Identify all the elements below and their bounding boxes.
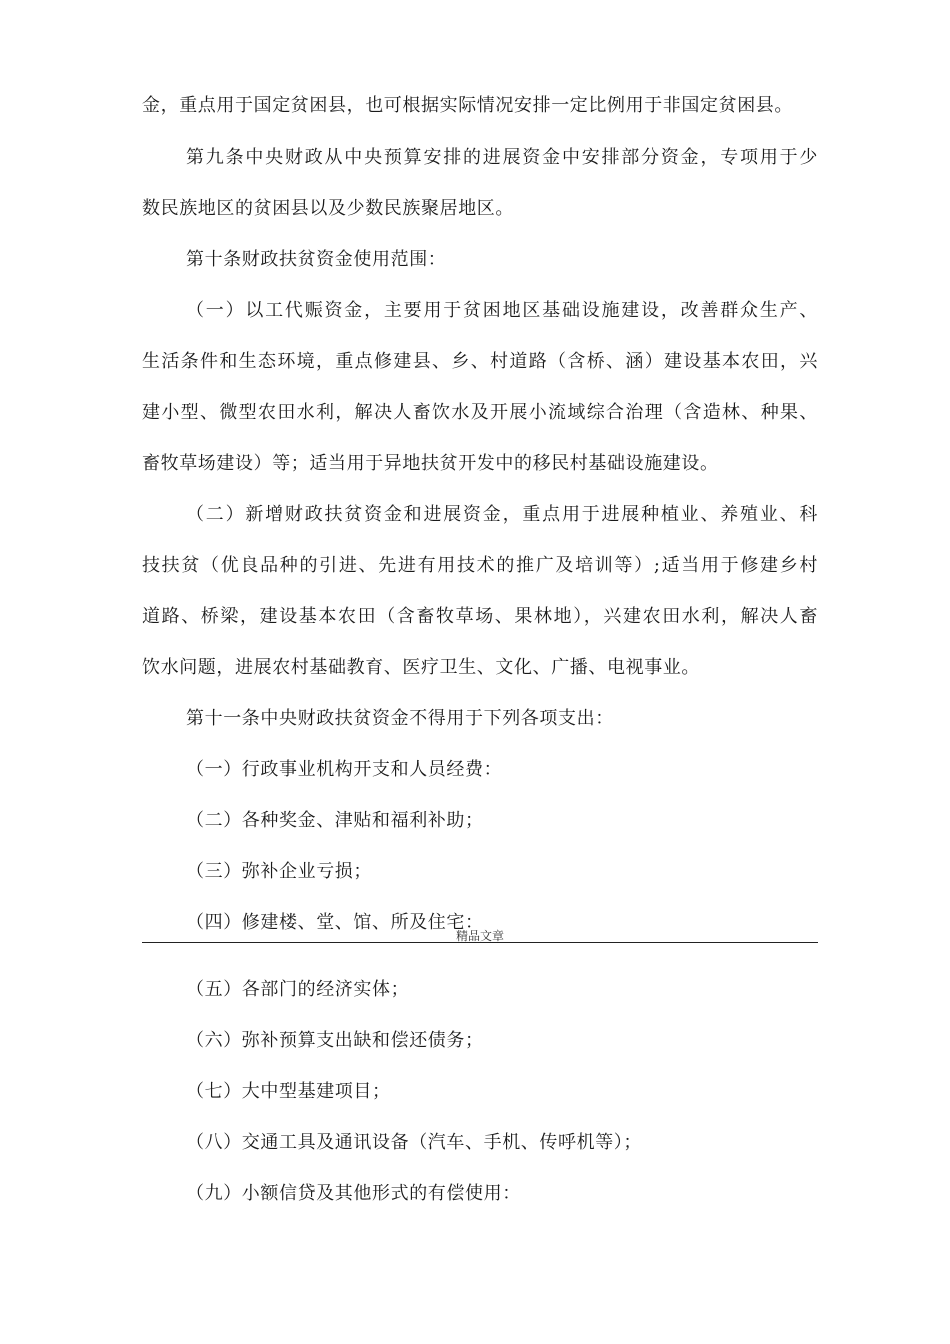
- list-item: （八）交通工具及通讯设备（汽车、手机、传呼机等）；: [186, 1132, 642, 1153]
- text-line: （二）新增财政扶贫资金和进展资金，重点用于进展种植业、养殖业、科: [186, 504, 818, 525]
- list-item: （六）弥补预算支出缺和偿还债务；: [186, 1030, 484, 1051]
- list-item: （七）大中型基建项目；: [186, 1081, 391, 1102]
- list-item: （九）小额信贷及其他形式的有偿使用：: [186, 1183, 521, 1204]
- text-line: 技扶贫（优良品种的引进、先进有用技术的推广及培训等）;适当用于修建乡村: [142, 555, 818, 576]
- text-line: 金，重点用于国定贫困县，也可根据实际情况安排一定比例用于非国定贫困县。: [142, 95, 793, 116]
- list-item: （三）弥补企业亏损；: [186, 861, 372, 882]
- list-item: （一）行政事业机构开支和人员经费：: [186, 759, 503, 780]
- page-divider: [142, 942, 818, 943]
- text-line: 饮水问题，进展农村基础教育、医疗卫生、文化、广播、电视事业。: [142, 657, 700, 678]
- article-9-heading: 第九条中央财政从中央预算安排的进展资金中安排部分资金，专项用于少: [186, 147, 818, 168]
- list-item: （二）各种奖金、津贴和福利补助；: [186, 810, 484, 831]
- page-footer: 精品文章: [455, 929, 504, 943]
- text-line: 道路、桥梁，建设基本农田（含畜牧草场、果林地），兴建农田水利，解决人畜: [142, 606, 818, 627]
- article-10-heading: 第十条财政扶贫资金使用范围：: [186, 249, 447, 270]
- article-11-heading: 第十一条中央财政扶贫资金不得用于下列各项支出：: [186, 708, 614, 729]
- text-line: 生活条件和生态环境，重点修建县、乡、村道路（含桥、涵）建设基本农田，兴: [142, 351, 818, 372]
- text-line: 畜牧草场建设）等；适当用于异地扶贫开发中的移民村基础设施建设。: [142, 453, 719, 474]
- text-line: （一）以工代赈资金，主要用于贫困地区基础设施建设，改善群众生产、: [186, 300, 818, 321]
- list-item: （五）各部门的经济实体；: [186, 979, 410, 1000]
- text-line: 建小型、微型农田水利，解决人畜饮水及开展小流域综合治理（含造林、种果、: [142, 402, 818, 423]
- text-line: 数民族地区的贫困县以及少数民族聚居地区。: [142, 198, 514, 219]
- list-item: （四）修建楼、堂、馆、所及住宅：: [186, 912, 484, 933]
